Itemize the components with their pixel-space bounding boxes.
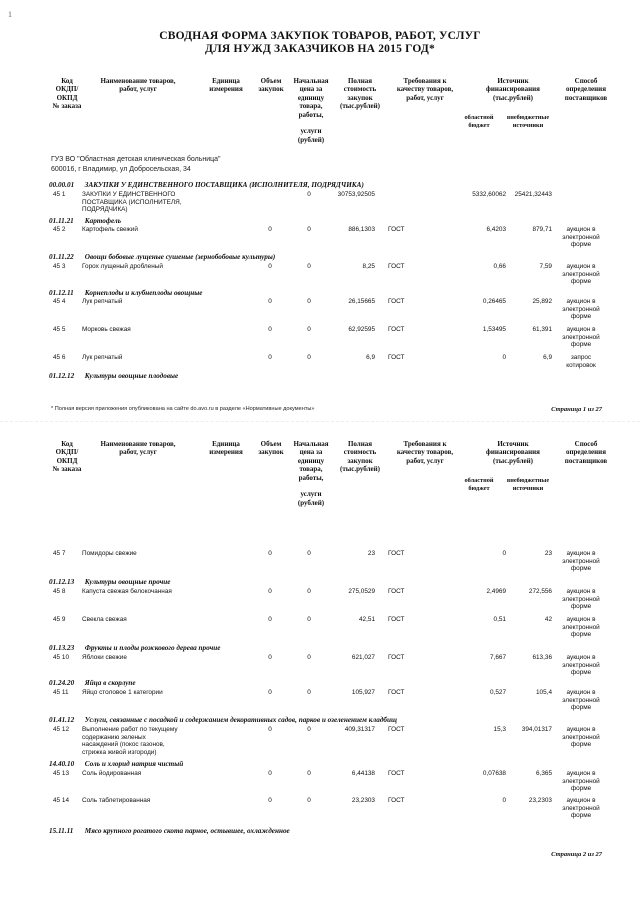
section-heading: 01.24.20 Яйца в скорлупе [49,679,136,687]
col-header-code: Код ОКДП/ ОКПД № заказа [52,440,82,474]
section-heading: 01.11.21 Картофель [49,217,121,225]
section-heading: 15.11.11 Мясо крупного рогатого скота парное, остывшее, охлажденное [49,827,290,835]
section-heading: 01.11.22 Овощи бобовые лущеные сушеные (зернобобовые культуры) [49,253,276,261]
col-header-fund-extra: внебюджетные источники [506,114,550,129]
page-number: Страница 1 из 27 [551,406,602,413]
section-heading: 01.13.23 Фрукты и плоды рожкового дерева прочие [49,644,221,652]
col-header-volume: Объем закупок [258,77,284,94]
section-heading: 00.00.01 ЗАКУПКИ У ЕДИНСТВЕННОГО ПОСТАВЩИКА (ИСПОЛНИТЕЛЯ, ПОДРЯДЧИКА) [49,181,364,189]
document-title-line2: ДЛЯ НУЖД ЗАКАЗЧИКОВ НА 2015 ГОД* [205,43,435,55]
footnote: * Полная версия приложения опубликована на сайте do.avo.ru в разделе «Нормативные документы» [51,406,315,412]
section-heading: 01.41.12 Услуги, связанные с посадкой и содержанием декоративных садов, парков и озеленением кладбищ [49,716,397,724]
section-heading: 14.40.10 Соль и хлорид натрия чистый [49,760,184,768]
col-header-fund-extra: внебюджетные источники [506,477,550,492]
col-header-requirements: Требования к качеству товаров, работ, услуг [396,77,454,102]
col-header-full-cost: Полная стоимость закупок (тыс.рублей) [339,440,381,474]
col-header-name: Наименование товаров, работ, услуг [100,440,176,457]
document-title-line1: СВОДНАЯ ФОРМА ЗАКУПОК ТОВАРОВ, РАБОТ, УСЛУГ [159,30,481,42]
corner-mark: 1 [8,10,12,19]
section-heading: 01.12.12 Культуры овощные плодовые [49,372,179,380]
page-1: 1 СВОДНАЯ ФОРМА ЗАКУПОК ТОВАРОВ, РАБОТ, УСЛУГ ДЛЯ НУЖД ЗАКАЗЧИКОВ НА 2015 ГОД* Код ОКДП/ ОКПД № заказа Наименование товаров, работ, услуг Единица измерения Объем закупок Начальная цена за единицу товара, работы, услуги (рублей) Полная стоимость закупок (тыс.рублей) Требования к качеству товаров, работ, услуг Источник финансирования (тыс.рублей) областной бюджет внебюджетные источники Способ определения поставщиков ГУЗ ВО "Областная детская клиническая больница" 600016, г Владимир, ул Добросельская, 34 00.00.01 ЗАКУПКИ У ЕДИНСТВЕННОГО ПОСТАВЩИКА (ИСПОЛНИТЕЛЯ, ПОДРЯДЧИКА) 01.11.21 Картофель 01.11.22 Овощи бобовые лущеные сушеные (зернобобовые культуры) 01.12.11 Корнеплоды и клубнеплоды овощные 01.12.12 Культуры овощные плодовые 45 1 ЗАКУПКИ У ЕДИНСТВЕННОГО ПОСТАВЩИКА (ИСПОЛНИТЕЛЯ, ПОДРЯДЧИКА) 0 30753,92505 5332,60062 25421,32443 45 2 Картофель свежий 0 0 886,1303 ГОСТ 6,4203 879,71 аукцион в электронной форме 45 3 Горох лущеный дробленый 0 0 8,25 ГОСТ 0,66 7,59 аукцион в электронной форме 45 4 Лук репчатый 0 0 26,15665 ГОСТ 0,26465 25,892 аукцион в электронной форме 45 5 Морковь свежая 0 0 62,92595 ГОСТ 1,53495 61,391 аукцион в электронной форме 45 6 Лук репчатый 0 0 6,9 ГОСТ 0 6,9 запрос котировок * Полная версия приложения опубликована на сайте do.avo.ru в разделе «Нормативные документы» Страница 1 из 27 [0,0,640,422]
col-header-fund-regional: областной бюджет [464,114,494,129]
col-header-start-price: Начальная цена за единицу товара, работы, услуги (рублей) [293,77,329,144]
col-header-fund-regional: областной бюджет [464,477,494,492]
col-header-method: Способ определения поставщиков [564,77,608,102]
page-number: Страница 2 из 27 [551,851,602,858]
col-header-unit: Единица измерения [209,440,243,457]
page-2: Код ОКДП/ ОКПД № заказа Наименование товаров, работ, услуг Единица измерения Объем закупок Начальная цена за единицу товара, работы, услуги (рублей) Полная стоимость закупок (тыс.рублей) Требования к качеству товаров, работ, услуг Источник финансирования (тыс.рублей) областной бюджет внебюджетные источники Способ определения поставщиков 45 7 Помидоры свежие 0 0 23 ГОСТ 0 23 аукцион в электронной форме 01.12.13 Культуры овощные прочие 45 8 Капуста свежая белокочанная 0 0 275,0529 ГОСТ 2,4969 272,556 аукцион в электронной форме 45 9 Свекла свежая 0 0 42,51 ГОСТ 0,51 42 аукцион в электронной форме 01.13.23 Фрукты и плоды рожкового дерева прочие 45 10 Яблоки свежие 0 0 621,027 ГОСТ 7,667 613,36 аукцион в электронной форме 01.24.20 Яйца в скорлупе 45 11 Яйцо столовое 1 категории 0 0 105,927 ГОСТ 0,527 105,4 аукцион в электронной форме 01.41.12 Услуги, связанные с посадкой и содержанием декоративных садов, парков и озеленением кладбищ 45 12 Выполнение работ по текущему содержанию зеленых насаждений (покос газонов, стрижка живой изгороди) 0 0 409,31317 ГОСТ 15,3 394,01317 аукцион в электронной форме 14.40.10 Соль и хлорид натрия чистый 45 13 Соль йодированная 0 0 6,44138 ГОСТ 0,07638 6,365 аукцион в электронной форме 45 14 Соль таблетированная 0 0 23,2303 ГОСТ 0 23,2303 аукцион в электронной форме 15.11.11 Мясо крупного рогатого скота парное, остывшее, охлажденное Страница 2 из 27 [0,422,640,905]
col-header-code: Код ОКДП/ ОКПД № заказа [52,77,82,111]
col-header-method: Способ определения поставщиков [564,440,608,465]
col-header-requirements: Требования к качеству товаров, работ, услуг [396,440,454,465]
org-name: ГУЗ ВО "Областная детская клиническая больница" [51,156,221,163]
col-header-unit: Единица измерения [209,77,243,94]
section-heading: 01.12.13 Культуры овощные прочие [49,578,171,586]
col-header-funding: Источник финансирования (тыс.рублей) [486,440,540,465]
section-heading: 01.12.11 Корнеплоды и клубнеплоды овощные [49,289,203,297]
col-header-name: Наименование товаров, работ, услуг [100,77,176,94]
col-header-full-cost: Полная стоимость закупок (тыс.рублей) [339,77,381,111]
col-header-funding: Источник финансирования (тыс.рублей) [486,77,540,102]
col-header-volume: Объем закупок [258,440,284,457]
org-address: 600016, г Владимир, ул Добросельская, 34 [51,166,191,173]
col-header-start-price: Начальная цена за единицу товара, работы, услуги (рублей) [293,440,329,507]
